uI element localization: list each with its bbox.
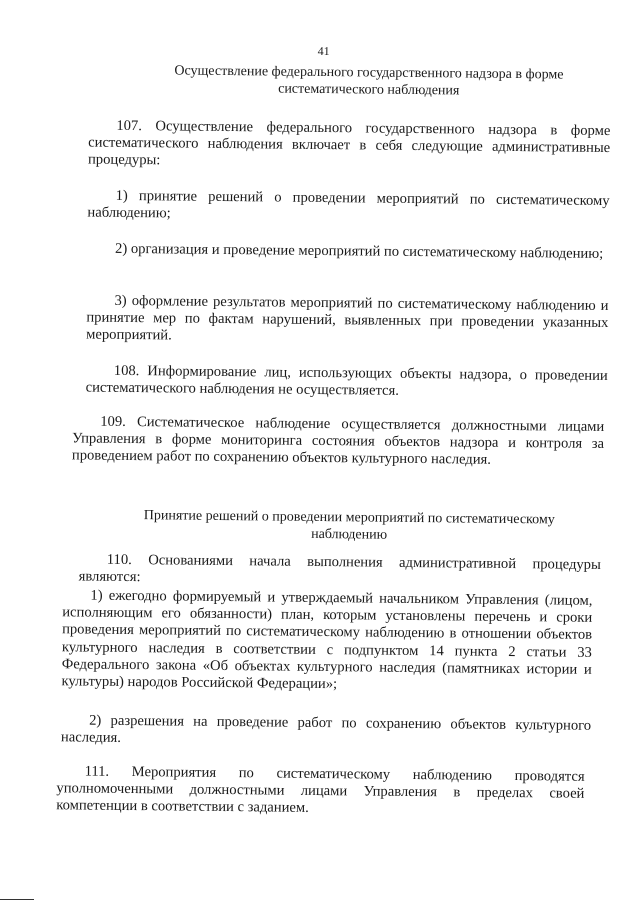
paragraph-111: 111. Мероприятия по систематическому наблюдению проводятся уполномоченными должностными лицами Управления в пределах своей компетенции в соответствии с заданием. [56, 763, 585, 817]
paragraph-107-item-3: 3) оформление результатов мероприятий по систематическому наблюдению и принятие мер по фактам нарушений, выявленных при проведении указанных мероприятий. [86, 292, 609, 344]
paragraph-110-item-1: 1) ежегодно формируемый и утверждаемый начальником Управления (лицом, исполняющим его обязанности) план, которым установлены перечень и сроки проведения мероприятий по систематическому наблюдению в отношении объектов культурного наследия в соответствии с подпунктом 14 пункта 2 статьи 33 Федерального закона «Об объектах культурного наследия (памятниках истории и культуры) народов Российской Федерации»; [61, 587, 593, 693]
paragraph-107: 107. Осуществление федерального государственного надзора в форме систематического наблюдения включает в себя следующие административные процедуры: [87, 117, 611, 169]
paragraph-108: 108. Информирование лиц, использующих объекты надзора, о проведении систематического наблюдения не осуществляется. [85, 362, 608, 400]
page-number: 41 [317, 43, 330, 59]
paragraph-109: 109. Систематическое наблюдение осуществляется должностными лицами Управления в форме мониторинга состояния объектов надзора и контроля за проведением работ по сохранению объектов культурного наследия. [71, 413, 605, 469]
paragraph-107-item-2: 2) организация и проведение мероприятий по систематическому наблюдению; [115, 240, 604, 262]
paragraph-110: 110. Основаниями начала выполнения административной процедуры являются: [78, 551, 601, 586]
paragraph-110-item-2: 2) разрешения на проведение работ по сохранению объектов культурного наследия. [60, 712, 592, 747]
paragraph-107-item-1: 1) принятие решений о проведении мероприятий по систематическому наблюдению; [87, 187, 610, 222]
section-heading-decision-making: Принятие решений о проведении мероприятий по систематическому наблюдению [143, 508, 555, 543]
scan-edge-mark [0, 899, 34, 900]
section-heading-systematic-observation: Осуществление федерального государственного надзора в форме систематического наблюдения [174, 63, 564, 99]
